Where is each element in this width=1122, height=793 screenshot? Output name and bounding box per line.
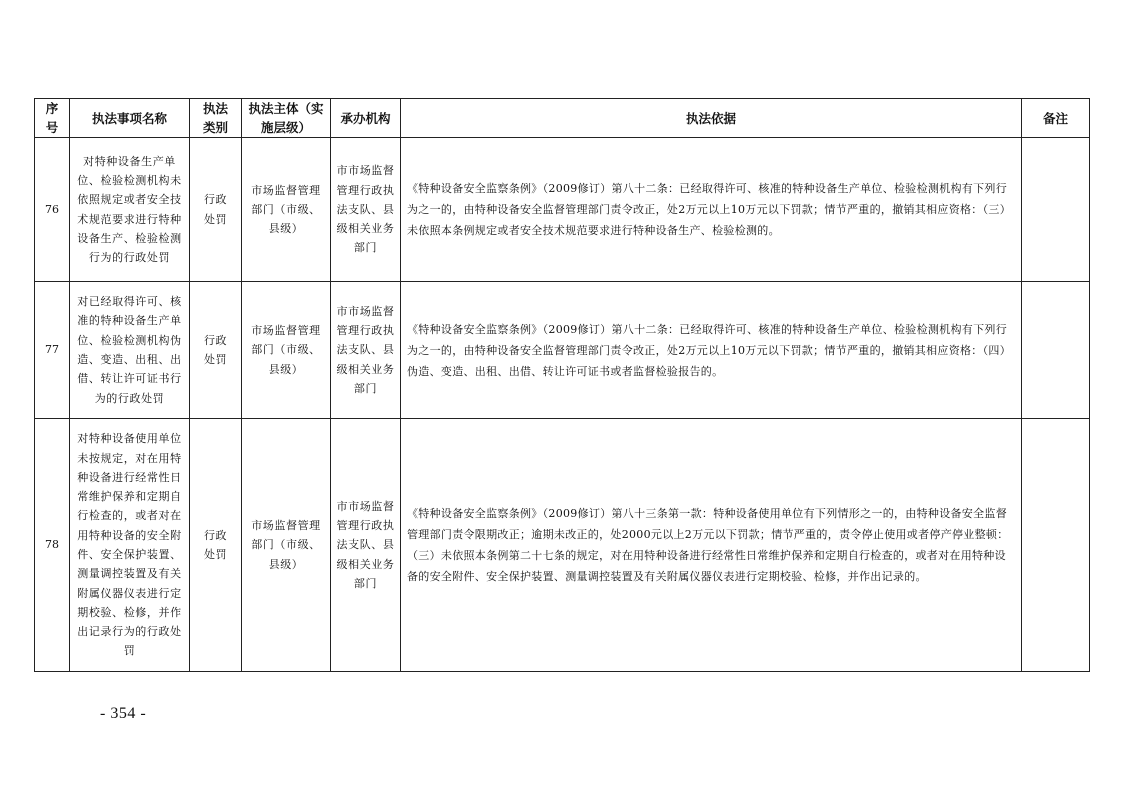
header-basis: 执法依据 — [401, 99, 1022, 138]
row-type: 行政处罚 — [190, 138, 242, 282]
row-basis: 《特种设备安全监察条例》（2009修订）第八十三条第一款：特种设备使用单位有下列情形之一的，由特种设备安全监督管理部门责令限期改正；逾期未改正的，处2000元以上2万元以下罚款；情节严重的，责令停止使用或者停产停业整顿：（三）未依照本条例第二十七条的规定，对在用特种设备进行经常性日常维护保养和定期自行检查的，或者对在用特种设备的安全附件、安全保护装置、测量调控装置及有关附属仪器仪表进行定期校验、检修，并作出记录的。 — [401, 419, 1022, 672]
header-item-name: 执法事项名称 — [70, 99, 190, 138]
row-subject: 市场监督管理部门（市级、县级） — [242, 419, 331, 672]
row-org: 市市场监督管理行政执法支队、县级相关业务部门 — [331, 419, 401, 672]
header-org: 承办机构 — [331, 99, 401, 138]
enforcement-items-table — [34, 98, 1090, 672]
row-seq: 78 — [35, 419, 70, 672]
header-seq: 序号 — [35, 99, 70, 138]
row-seq: 76 — [35, 138, 70, 282]
row-subject: 市场监督管理部门（市级、县级） — [242, 282, 331, 419]
row-org: 市市场监督管理行政执法支队、县级相关业务部门 — [331, 282, 401, 419]
table-header-row — [35, 99, 1090, 138]
header-subject: 执法主体（实施层级） — [242, 99, 331, 138]
table-row — [35, 282, 1090, 419]
row-subject: 市场监督管理部门（市级、县级） — [242, 138, 331, 282]
header-type: 执法类别 — [190, 99, 242, 138]
row-note — [1022, 138, 1090, 282]
row-type: 行政处罚 — [190, 419, 242, 672]
page-number: - 354 - — [100, 705, 147, 722]
row-basis: 《特种设备安全监察条例》（2009修订）第八十二条：已经取得许可、核准的特种设备生产单位、检验检测机构有下列行为之一的，由特种设备安全监督管理部门责令改正，处2万元以上10万元以下罚款；情节严重的，撤销其相应资格：（三）未依照本条例规定或者安全技术规范要求进行特种设备生产、检验检测的。 — [401, 138, 1022, 282]
row-org: 市市场监督管理行政执法支队、县级相关业务部门 — [331, 138, 401, 282]
table-row — [35, 419, 1090, 672]
row-note — [1022, 282, 1090, 419]
row-basis: 《特种设备安全监察条例》（2009修订）第八十二条：已经取得许可、核准的特种设备生产单位、检验检测机构有下列行为之一的，由特种设备安全监督管理部门责令改正，处2万元以上10万元以下罚款；情节严重的，撤销其相应资格：（四）伪造、变造、出租、出借、转让许可证书或者监督检验报告的。 — [401, 282, 1022, 419]
row-seq: 77 — [35, 282, 70, 419]
row-item-name: 对特种设备生产单位、检验检测机构未依照规定或者安全技术规范要求进行特种设备生产、检验检测行为的行政处罚 — [70, 138, 190, 282]
row-note — [1022, 419, 1090, 672]
table-row — [35, 138, 1090, 282]
row-type: 行政处罚 — [190, 282, 242, 419]
header-note: 备注 — [1022, 99, 1090, 138]
row-item-name: 对已经取得许可、核准的特种设备生产单位、检验检测机构伪造、变造、出租、出借、转让许可证书行为的行政处罚 — [70, 282, 190, 419]
row-item-name: 对特种设备使用单位未按规定，对在用特种设备进行经常性日常维护保养和定期自行检查的，或者对在用特种设备的安全附件、安全保护装置、测量调控装置及有关附属仪器仪表进行定期校验、检修，并作出记录行为的行政处罚 — [70, 419, 190, 672]
